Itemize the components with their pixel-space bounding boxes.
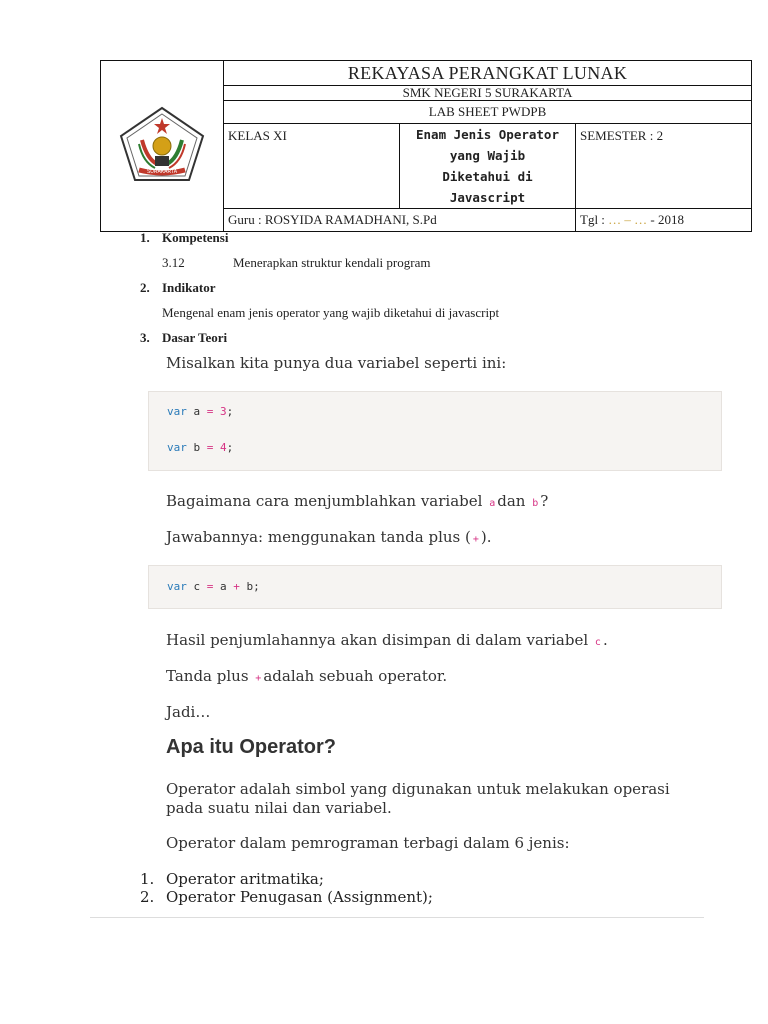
topic-line-2: Diketahui di Javascript bbox=[442, 169, 533, 205]
inline-code: + bbox=[472, 534, 479, 545]
paragraph bbox=[166, 631, 608, 649]
paragraph-line-1: Operator adalah simbol yang digunakan untuk melakukan operasi bbox=[166, 780, 670, 798]
text: Jawabannya: menggunakan tanda plus ( bbox=[166, 528, 471, 546]
section-heading: Apa itu Operator? bbox=[166, 736, 337, 758]
inline-code: + bbox=[255, 673, 262, 684]
text: adalah sebuah operator. bbox=[263, 667, 448, 685]
paragraph: Operator dalam pemrograman terbagi dalam 6 jenis: bbox=[166, 834, 570, 852]
list-item bbox=[140, 870, 324, 888]
section-kompetensi bbox=[140, 230, 228, 246]
paragraph bbox=[166, 528, 492, 546]
section-dasar-teori bbox=[140, 330, 227, 346]
section-title: Dasar Teori bbox=[162, 330, 228, 345]
code-punct: ; bbox=[253, 580, 260, 593]
list-item bbox=[140, 888, 433, 906]
teacher-name: Guru : ROSYIDA RAMADHANI, S.Pd bbox=[224, 209, 576, 232]
paragraph bbox=[166, 492, 548, 510]
section-title: Indikator bbox=[162, 280, 216, 295]
section-number: 1. bbox=[140, 230, 150, 245]
code-identifier: c bbox=[186, 580, 207, 593]
inline-code: a bbox=[489, 498, 496, 509]
code-block bbox=[148, 565, 722, 609]
school-logo bbox=[117, 104, 207, 184]
topic-line-1: Enam Jenis Operator yang Wajib bbox=[416, 127, 559, 163]
code-operator: = bbox=[206, 405, 214, 418]
code-keyword: var bbox=[167, 405, 187, 418]
semester-label: SEMESTER : 2 bbox=[576, 124, 752, 209]
section-number: 3. bbox=[140, 330, 150, 345]
text: dan bbox=[497, 492, 531, 510]
list-text: Operator aritmatika; bbox=[166, 870, 324, 888]
list-number: 1. bbox=[140, 870, 155, 888]
date-prefix: Tgl : bbox=[580, 212, 609, 227]
svg-text:SURAKARTA: SURAKARTA bbox=[146, 169, 178, 175]
code-line bbox=[167, 405, 233, 418]
class-label: KELAS XI bbox=[224, 124, 400, 209]
list-text: Operator Penugasan (Assignment); bbox=[166, 888, 433, 906]
list-number: 2. bbox=[140, 888, 155, 906]
code-number: 3 bbox=[213, 405, 227, 418]
competency-text: Menerapkan struktur kendali program bbox=[233, 255, 431, 270]
indicator-text: Mengenal enam jenis operator yang wajib diketahui di javascript bbox=[162, 305, 500, 320]
text: Bagaimana cara menjumblahkan variabel bbox=[166, 492, 488, 510]
code-block bbox=[148, 391, 722, 471]
paragraph: Misalkan kita punya dua variabel seperti ini: bbox=[166, 354, 507, 372]
text: ? bbox=[540, 492, 549, 510]
code-identifier: a bbox=[213, 580, 234, 593]
section-indikator bbox=[140, 280, 215, 296]
text: Tanda plus bbox=[166, 667, 254, 685]
text: . bbox=[602, 631, 608, 649]
code-punct: ; bbox=[226, 441, 234, 454]
paragraph: Jadi… bbox=[166, 703, 211, 721]
text: Hasil penjumlahannya akan disimpan di dalam variabel bbox=[166, 631, 593, 649]
inline-code: c bbox=[594, 637, 601, 648]
code-line bbox=[167, 580, 260, 593]
school-name: SMK NEGERI 5 SURAKARTA bbox=[224, 86, 752, 101]
code-operator: = bbox=[206, 441, 214, 454]
code-operator: = bbox=[206, 580, 214, 593]
code-identifier: b bbox=[239, 580, 254, 593]
code-operator: + bbox=[233, 580, 240, 593]
code-number: 4 bbox=[213, 441, 227, 454]
topic-title bbox=[400, 124, 576, 209]
text: ). bbox=[480, 528, 492, 546]
paragraph bbox=[166, 667, 447, 685]
logo-cell bbox=[101, 61, 224, 232]
section-number: 2. bbox=[140, 280, 150, 295]
header-table bbox=[100, 60, 752, 232]
inline-code: b bbox=[532, 498, 539, 509]
competency-code: 3.12 bbox=[162, 255, 185, 270]
date-field bbox=[576, 209, 752, 232]
code-identifier: a bbox=[186, 405, 207, 418]
code-keyword: var bbox=[167, 441, 187, 454]
code-punct: ; bbox=[226, 405, 234, 418]
section-title: Kompetensi bbox=[162, 230, 229, 245]
code-identifier: b bbox=[186, 441, 207, 454]
paragraph-line-2: pada suatu nilai dan variabel. bbox=[166, 799, 392, 817]
page-divider bbox=[90, 917, 704, 918]
date-placeholder: … – … bbox=[608, 212, 648, 227]
date-year: - 2018 bbox=[647, 212, 685, 227]
code-line bbox=[167, 441, 233, 454]
document-title: REKAYASA PERANGKAT LUNAK bbox=[224, 61, 752, 86]
code-keyword: var bbox=[167, 580, 187, 593]
lab-sheet-label: LAB SHEET PWDPB bbox=[224, 101, 752, 124]
